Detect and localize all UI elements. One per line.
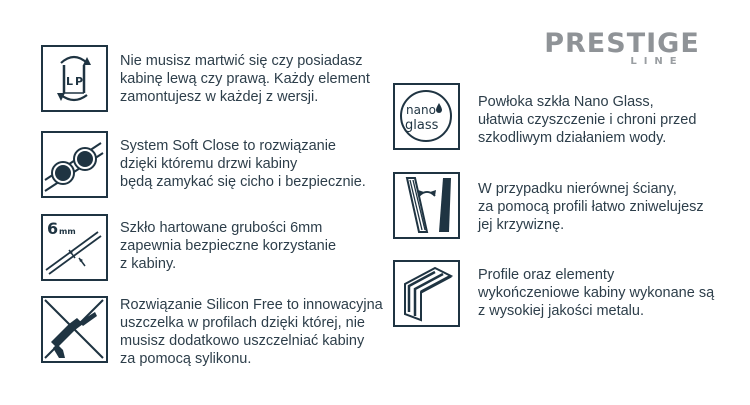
text-line: zamontujesz w każdej z wersji. bbox=[120, 89, 319, 105]
nano-glass-icon bbox=[393, 83, 460, 150]
wall-alignment-profile-icon bbox=[393, 172, 460, 239]
text-line: za pomocą profili łatwo zniwelujesz bbox=[478, 199, 704, 215]
glass-thickness-icon bbox=[41, 214, 108, 281]
text-line: jej krzywiznę. bbox=[478, 217, 565, 233]
text-line: z wysokiej jakości metalu. bbox=[478, 303, 644, 319]
text-line: System Soft Close to rozwiązanie bbox=[120, 138, 336, 154]
nano-bottom-text: glass bbox=[405, 118, 439, 133]
text-line: Szkło hartowane grubości 6mm bbox=[120, 220, 323, 236]
feature-text-soft-close bbox=[120, 137, 366, 191]
thickness-unit: mm bbox=[59, 227, 76, 236]
feature-text-silicon-free bbox=[120, 296, 383, 368]
text-line: kabinę lewą czy prawą. Każdy element bbox=[120, 71, 370, 87]
text-line: musisz dodatkowo uszczelniać kabiny bbox=[120, 333, 365, 349]
feature-text-nano-glass bbox=[478, 93, 696, 147]
metal-profile-icon bbox=[393, 260, 460, 327]
brand-logo bbox=[528, 30, 716, 67]
text-line: za pomocą sylikonu. bbox=[120, 351, 252, 367]
text-line: Profile oraz elementy bbox=[478, 267, 615, 283]
feature-text-metal-profile bbox=[478, 266, 714, 320]
text-line: Rozwiązanie Silicon Free to innowacyjna bbox=[120, 297, 383, 313]
text-line: z kabiny. bbox=[120, 256, 177, 272]
text-line: szkodliwym działaniem wody. bbox=[478, 130, 667, 146]
brand-name: PRESTIGE bbox=[544, 28, 700, 59]
text-line: dzięki któremu drzwi kabiny bbox=[120, 156, 298, 172]
no-silicone-gun-icon bbox=[41, 296, 108, 363]
text-line: uszczelka w profilach dzięki której, nie bbox=[120, 315, 365, 331]
text-line: ułatwia czyszczenie i chroni przed bbox=[478, 112, 697, 128]
feature-text-glass bbox=[120, 219, 336, 273]
feature-text-left-right bbox=[120, 52, 370, 106]
text-line: zapewnia bezpieczne korzystanie bbox=[120, 238, 337, 254]
nano-top-text: nano bbox=[406, 103, 436, 117]
text-line: Nie musisz martwić się czy posiadasz bbox=[120, 53, 363, 69]
text-line: W przypadku nierównej ściany, bbox=[478, 181, 677, 197]
brand-sub: LINE bbox=[630, 56, 684, 67]
soft-close-rollers-icon bbox=[41, 131, 108, 198]
right-label: P bbox=[75, 75, 84, 88]
text-line: będą zamykać się cicho i bezpiecznie. bbox=[120, 174, 366, 190]
text-line: wykończeniowe kabiny wykonane są bbox=[478, 285, 715, 301]
left-label: L bbox=[66, 75, 74, 88]
thickness-value: 6 bbox=[47, 219, 59, 238]
feature-text-wall-alignment bbox=[478, 180, 704, 234]
left-right-mount-icon bbox=[41, 45, 108, 112]
text-line: Powłoka szkła Nano Glass, bbox=[478, 94, 654, 110]
